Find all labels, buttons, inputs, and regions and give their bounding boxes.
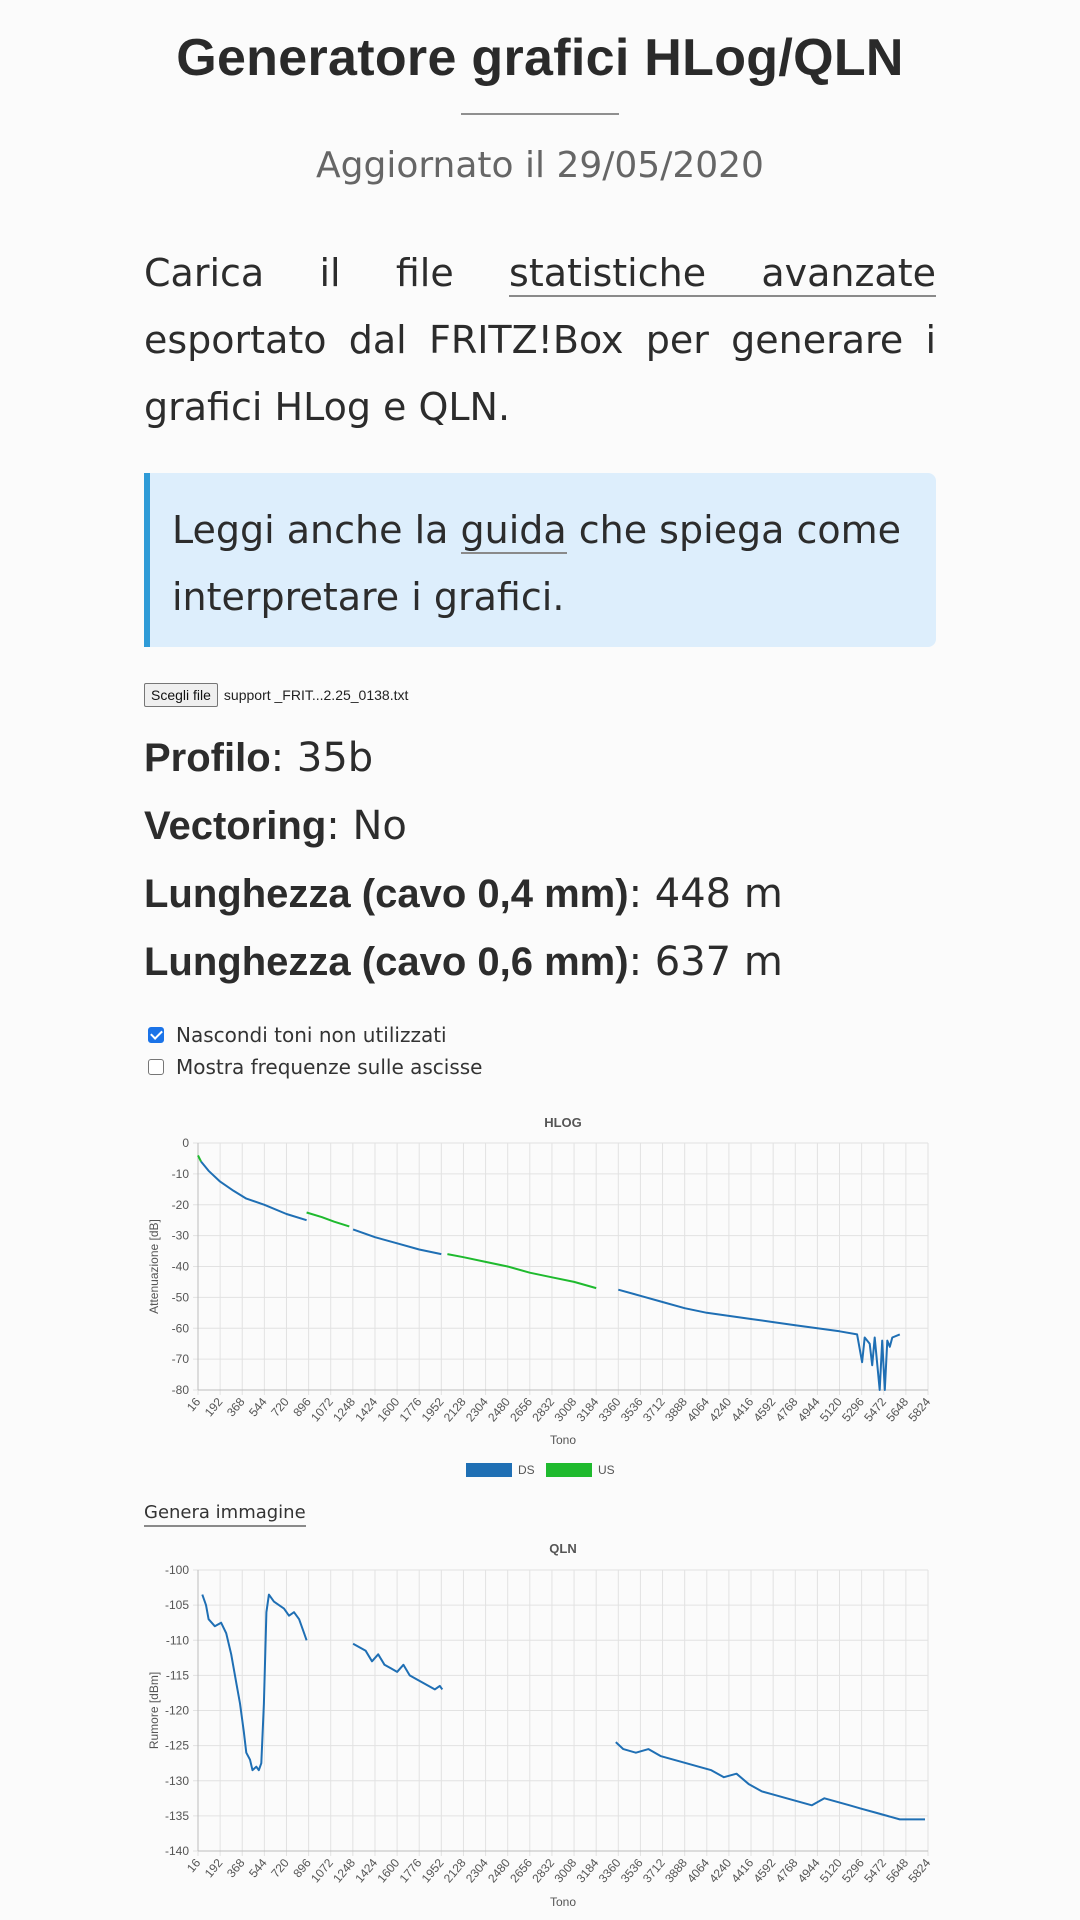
x-tick-label: 5824: [905, 1855, 934, 1886]
x-tick-label: 3536: [617, 1394, 646, 1425]
title-divider: [461, 113, 619, 115]
chart-title: HLOG: [544, 1115, 582, 1130]
x-tick-label: 1600: [374, 1855, 403, 1886]
x-tick-label: 544: [246, 1855, 270, 1881]
x-tick-label: 2832: [529, 1855, 558, 1886]
y-tick-label: -115: [165, 1668, 189, 1683]
x-tick-label: 3712: [639, 1855, 668, 1886]
intro-text-2: esportato dal FRITZ!Box per generare i grafici HLog e QLN.: [144, 318, 936, 429]
y-tick-label: -120: [164, 1703, 189, 1718]
guide-note: [144, 473, 936, 647]
x-tick-label: 1776: [396, 1855, 425, 1886]
x-tick-label: 5296: [839, 1855, 867, 1886]
x-tick-label: 1248: [330, 1394, 359, 1425]
x-tick-label: 3536: [617, 1855, 646, 1886]
y-tick-label: -10: [171, 1166, 189, 1181]
y-tick-label: -30: [171, 1228, 189, 1243]
info-profile: [144, 735, 373, 781]
x-tick-label: 3184: [573, 1394, 602, 1425]
y-tick-label: -130: [164, 1773, 189, 1788]
y-axis-label: Attenuazione [dB]: [147, 1219, 161, 1314]
y-tick-label: -80: [171, 1383, 189, 1397]
x-tick-label: 368: [223, 1394, 248, 1420]
x-tick-label: 4768: [772, 1394, 801, 1425]
y-tick-label: -100: [164, 1563, 189, 1577]
x-tick-label: 1776: [396, 1394, 425, 1425]
intro-paragraph: [144, 240, 936, 441]
x-tick-label: 2304: [462, 1855, 491, 1886]
info-label: Lunghezza (cavo 0,6 mm): [144, 940, 629, 984]
x-tick-label: 3008: [551, 1394, 580, 1425]
x-axis-label: Tono: [549, 1895, 577, 1909]
x-tick-label: 5120: [816, 1855, 845, 1886]
x-tick-label: 4944: [794, 1394, 823, 1425]
info-length-04: [144, 871, 783, 917]
hlog-chart: [144, 1108, 936, 1488]
y-tick-label: -140: [164, 1844, 189, 1858]
x-tick-label: 192: [201, 1855, 226, 1881]
x-tick-label: 1072: [308, 1855, 337, 1886]
option-hide-unused-tones[interactable]: [148, 1023, 447, 1047]
legend-swatch-us: [546, 1463, 592, 1477]
info-value: : 35b: [270, 735, 374, 781]
chart-title: QLN: [549, 1541, 577, 1556]
y-tick-label: -125: [164, 1738, 189, 1753]
x-tick-label: 5296: [839, 1394, 867, 1425]
info-value: : 448 m: [628, 871, 783, 917]
x-tick-label: 3712: [639, 1394, 668, 1425]
series-line-data: [353, 1644, 442, 1690]
x-tick-label: 4592: [750, 1855, 779, 1886]
x-tick-label: 2832: [529, 1394, 558, 1425]
x-tick-label: 4592: [750, 1394, 779, 1425]
y-tick-label: -20: [171, 1197, 189, 1212]
x-tick-label: 192: [201, 1394, 226, 1420]
info-label: Vectoring: [144, 804, 327, 848]
x-tick-label: 720: [268, 1855, 292, 1881]
y-axis-label: Rumore [dBm]: [147, 1671, 161, 1750]
y-tick-label: -60: [171, 1321, 189, 1336]
x-tick-label: 2480: [485, 1855, 513, 1886]
x-tick-label: 3888: [662, 1855, 690, 1886]
x-tick-label: 4416: [728, 1394, 757, 1425]
choose-file-button[interactable]: Scegli file: [144, 683, 218, 707]
qln-chart: [144, 1535, 936, 1920]
x-tick-label: 1424: [352, 1394, 381, 1425]
x-tick-label: 2304: [462, 1394, 491, 1425]
hide-tones-checkbox[interactable]: [148, 1027, 164, 1043]
y-tick-label: -70: [171, 1352, 189, 1367]
x-tick-label: 4768: [772, 1855, 801, 1886]
x-tick-label: 5472: [861, 1394, 890, 1425]
y-tick-label: -135: [164, 1808, 189, 1823]
x-tick-label: 368: [223, 1855, 248, 1881]
x-tick-label: 2128: [440, 1394, 469, 1425]
series-line-ds: [618, 1290, 900, 1390]
x-tick-label: 16: [183, 1394, 204, 1415]
legend-label-us: US: [598, 1463, 615, 1477]
note-text-2: che spiega come interpretare i grafici.: [172, 508, 902, 619]
x-tick-label: 544: [246, 1394, 270, 1420]
series-line-data: [202, 1595, 306, 1771]
x-tick-label: 4240: [706, 1394, 735, 1425]
x-tick-label: 1952: [418, 1394, 447, 1425]
advanced-stats-link[interactable]: statistiche avanzate: [509, 251, 936, 295]
info-label: Profilo: [144, 736, 271, 780]
x-tick-label: 5648: [883, 1855, 912, 1886]
y-tick-label: -50: [171, 1290, 189, 1305]
x-axis-label: Tono: [549, 1433, 577, 1447]
x-tick-label: 16: [183, 1855, 204, 1876]
x-tick-label: 3360: [595, 1394, 624, 1425]
x-tick-label: 1952: [418, 1855, 447, 1886]
x-tick-label: 4944: [794, 1855, 823, 1886]
info-vectoring: [144, 803, 407, 849]
x-tick-label: 2480: [485, 1394, 513, 1425]
x-tick-label: 1072: [308, 1394, 337, 1425]
x-tick-label: 4240: [706, 1855, 735, 1886]
legend-swatch-ds: [466, 1463, 512, 1477]
x-tick-label: 1248: [330, 1855, 359, 1886]
file-name: support _FRIT...2.25_0138.txt: [223, 687, 409, 703]
legend-label-ds: DS: [518, 1463, 535, 1477]
x-tick-label: 5472: [861, 1855, 890, 1886]
y-tick-label: -40: [171, 1259, 189, 1274]
generate-image-link[interactable]: Genera immagine: [144, 1502, 306, 1527]
x-tick-label: 3184: [573, 1855, 602, 1886]
x-tick-label: 2656: [507, 1855, 536, 1886]
y-tick-label: -110: [165, 1633, 189, 1648]
x-tick-label: 1424: [352, 1855, 381, 1886]
y-tick-label: -105: [164, 1598, 189, 1613]
option-show-frequencies[interactable]: [148, 1055, 482, 1079]
option-label: Mostra frequenze sulle ascisse: [176, 1055, 483, 1079]
info-value: : 637 m: [628, 939, 783, 985]
x-tick-label: 2128: [440, 1855, 469, 1886]
x-tick-label: 4064: [684, 1394, 713, 1425]
info-length-06: [144, 939, 783, 985]
x-tick-label: 896: [290, 1394, 314, 1420]
x-tick-label: 1600: [374, 1394, 403, 1425]
x-tick-label: 3008: [551, 1855, 580, 1886]
show-frequencies-checkbox[interactable]: [148, 1059, 164, 1075]
x-tick-label: 5120: [816, 1394, 845, 1425]
x-tick-label: 5648: [883, 1394, 912, 1425]
file-input[interactable]: [144, 683, 408, 707]
intro-text-1: Carica il file: [144, 251, 510, 295]
x-tick-label: 2656: [507, 1394, 536, 1425]
series-line-us: [307, 1213, 350, 1227]
updated-date: Aggiornato il 29/05/2020: [316, 145, 764, 186]
series-line-ds: [201, 1162, 307, 1221]
info-value: : No: [326, 803, 407, 849]
x-tick-label: 4064: [684, 1855, 713, 1886]
x-tick-label: 3360: [595, 1855, 624, 1886]
page-title: Generatore grafici HLog/QLN: [176, 29, 904, 87]
x-tick-label: 3888: [662, 1394, 690, 1425]
note-text-1: Leggi anche la: [172, 508, 461, 552]
x-tick-label: 720: [268, 1394, 292, 1420]
x-tick-label: 4416: [728, 1855, 757, 1886]
x-tick-label: 5824: [905, 1394, 934, 1425]
guide-link[interactable]: guida: [460, 508, 567, 552]
x-tick-label: 896: [290, 1855, 314, 1881]
info-label: Lunghezza (cavo 0,4 mm): [144, 872, 629, 916]
option-label: Nascondi toni non utilizzati: [176, 1023, 447, 1047]
y-tick-label: 0: [182, 1136, 189, 1150]
